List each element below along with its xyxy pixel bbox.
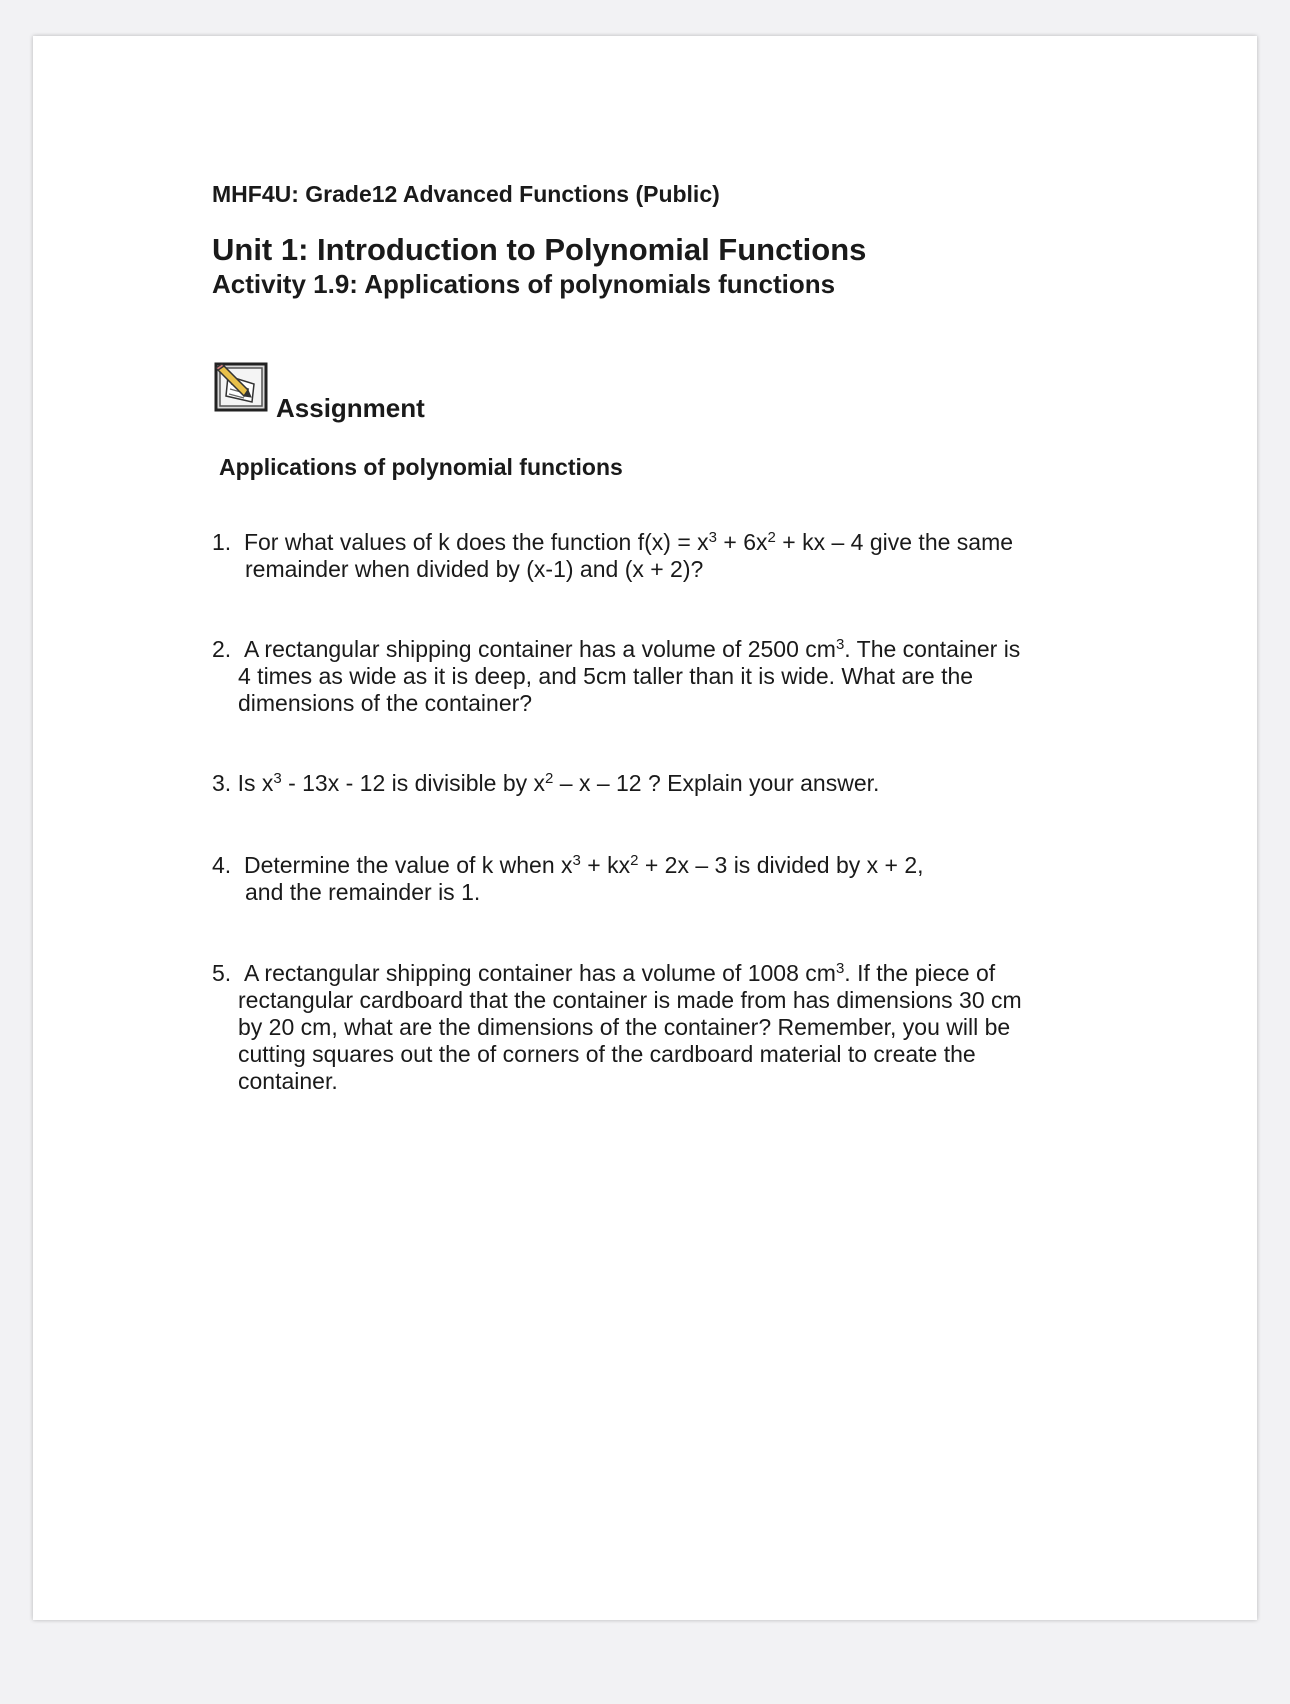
- course-title: MHF4U: Grade12 Advanced Functions (Public): [212, 181, 720, 207]
- question-number: 2.: [212, 636, 232, 662]
- question-number: 1.: [212, 529, 232, 555]
- question-text: A rectangular shipping container has a volume of 2500 $cm^3$. The container is: [243, 636, 1021, 662]
- question-line: [212, 960, 1022, 987]
- question-number: 5.: [212, 960, 232, 986]
- assignment-label: Assignment: [276, 393, 425, 423]
- section-heading: Applications of polynomial functions: [219, 454, 623, 480]
- question-line: by 20 cm, what are the dimensions of the container? Remember, you will be: [238, 1014, 1011, 1040]
- question-line: [212, 636, 1020, 663]
- question-line: rectangular cardboard that the container is made from has dimensions 30 cm: [238, 987, 1022, 1013]
- question-line: container.: [238, 1068, 338, 1094]
- pencil-paper-icon: [214, 362, 268, 412]
- question-1: [212, 529, 1013, 583]
- question-text: Determine the value of k when $x^3 + kx^2 + 2x - 3$ is divided by x + 2,: [243, 852, 924, 878]
- question-line: remainder when divided by (x-1) and (x + 2)?: [245, 556, 704, 582]
- question-5: [212, 960, 1022, 1095]
- question-line: and the remainder is 1.: [245, 879, 481, 905]
- question-line: 4 times as wide as it is deep, and 5cm taller than it is wide. What are the: [238, 663, 974, 689]
- unit-title: Unit 1: Introduction to Polynomial Functions: [212, 232, 867, 267]
- document-page: [33, 36, 1257, 1620]
- question-text: A rectangular shipping container has a volume of 1008 $cm^3$. If the piece of: [243, 960, 996, 986]
- question-line: dimensions of the container?: [238, 690, 533, 716]
- question-3: [212, 770, 879, 797]
- question-line: [212, 852, 924, 879]
- question-text: For what values of k does the function $f(x) = x^3 + 6x^2$ + kx – 4 give the same: [243, 529, 1014, 555]
- question-number: 3.: [212, 770, 232, 796]
- question-line: [212, 770, 879, 797]
- question-line: [212, 529, 1013, 556]
- question-number: 4.: [212, 852, 232, 878]
- question-4: [212, 852, 924, 906]
- question-line: cutting squares out the of corners of the cardboard material to create the: [238, 1041, 976, 1067]
- question-2: [212, 636, 1020, 717]
- activity-title: Activity 1.9: Applications of polynomials functions: [212, 269, 836, 299]
- question-text: Is $x^3 - 13x - 12$ is divisible by $x^2$ – x – 12 ? Explain your answer.: [237, 770, 880, 796]
